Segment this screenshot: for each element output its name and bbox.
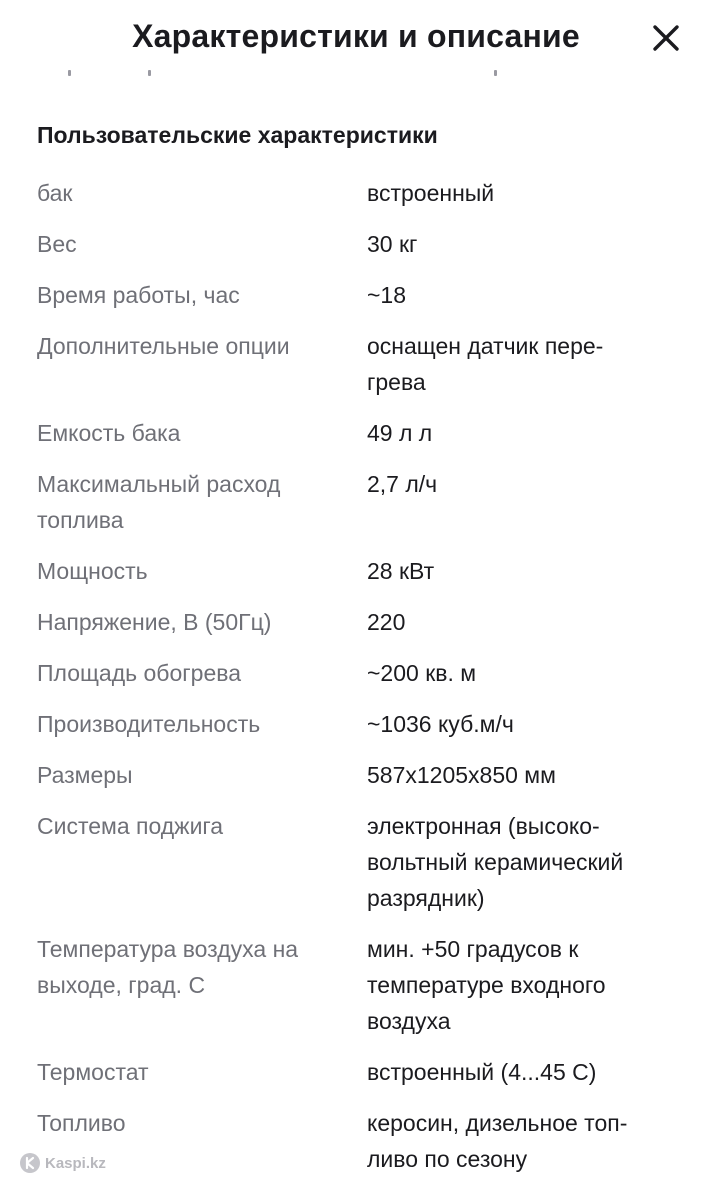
modal-header (0, 0, 712, 76)
spec-row (37, 1054, 687, 1090)
spec-row (37, 226, 687, 262)
kaspi-logo-icon (20, 1153, 40, 1173)
spec-label: бак (37, 180, 73, 206)
spec-list (37, 175, 687, 1177)
kaspi-watermark (20, 1153, 106, 1173)
modal-title: Характеристики и описание (132, 18, 580, 54)
spec-value: 49 л л (367, 420, 433, 446)
spec-value: 220 (367, 609, 406, 635)
spec-value: встроенный (4...45 С) (367, 1059, 597, 1085)
spec-row (37, 931, 687, 1039)
spec-row (37, 175, 687, 211)
section-title: Пользовательские характеристики (37, 122, 438, 148)
spec-row (37, 604, 687, 640)
spec-value: оснащен датчик пере-грева (367, 333, 604, 395)
spec-row (37, 757, 687, 793)
spec-label: Время работы, час (37, 282, 240, 308)
spec-row (37, 415, 687, 451)
spec-label: Площадь обогрева (37, 660, 241, 686)
spec-value: ~1036 куб.м/ч (367, 711, 514, 737)
spec-value: мин. +50 градусов к температуре входного воздуха (367, 936, 606, 1034)
spec-value: 2,7 л/ч (367, 471, 438, 497)
spec-label: Максимальный расход топлива (37, 471, 281, 533)
scrolled-content-remnant (0, 70, 712, 84)
spec-value: встроенный (367, 180, 495, 206)
spec-label: Топливо (37, 1110, 126, 1136)
spec-label: Система поджига (37, 813, 224, 839)
spec-value: 30 кг (367, 231, 418, 257)
close-button[interactable] (646, 18, 686, 58)
spec-label: Напряжение, В (50Гц) (37, 609, 272, 635)
spec-label: Вес (37, 231, 77, 257)
close-icon (646, 18, 686, 58)
spec-label: Производительность (37, 711, 261, 737)
spec-row (37, 808, 687, 916)
spec-label: Размеры (37, 762, 133, 788)
spec-label: Мощность (37, 558, 148, 584)
specs-section (37, 116, 687, 1192)
watermark-text: Kaspi.kz (45, 1154, 106, 1172)
spec-row (37, 553, 687, 589)
spec-value: керосин, дизельное топ-ливо по сезону (367, 1110, 628, 1172)
spec-row (37, 1105, 687, 1177)
spec-row (37, 328, 687, 400)
spec-value: ~18 (367, 282, 407, 308)
spec-row (37, 706, 687, 742)
spec-row (37, 277, 687, 313)
spec-label: Температура воздуха на выходе, град. С (37, 936, 299, 998)
spec-row (37, 466, 687, 538)
spec-label: Термостат (37, 1059, 149, 1085)
spec-label: Емкость бака (37, 420, 181, 446)
spec-value: 587x1205x850 мм (367, 762, 556, 788)
spec-row (37, 655, 687, 691)
spec-value: ~200 кв. м (367, 660, 477, 686)
spec-label: Дополнительные опции (37, 333, 290, 359)
spec-value: 28 кВт (367, 558, 435, 584)
spec-value: электронная (высоко-вольтный керамический разрядник) (367, 813, 624, 911)
